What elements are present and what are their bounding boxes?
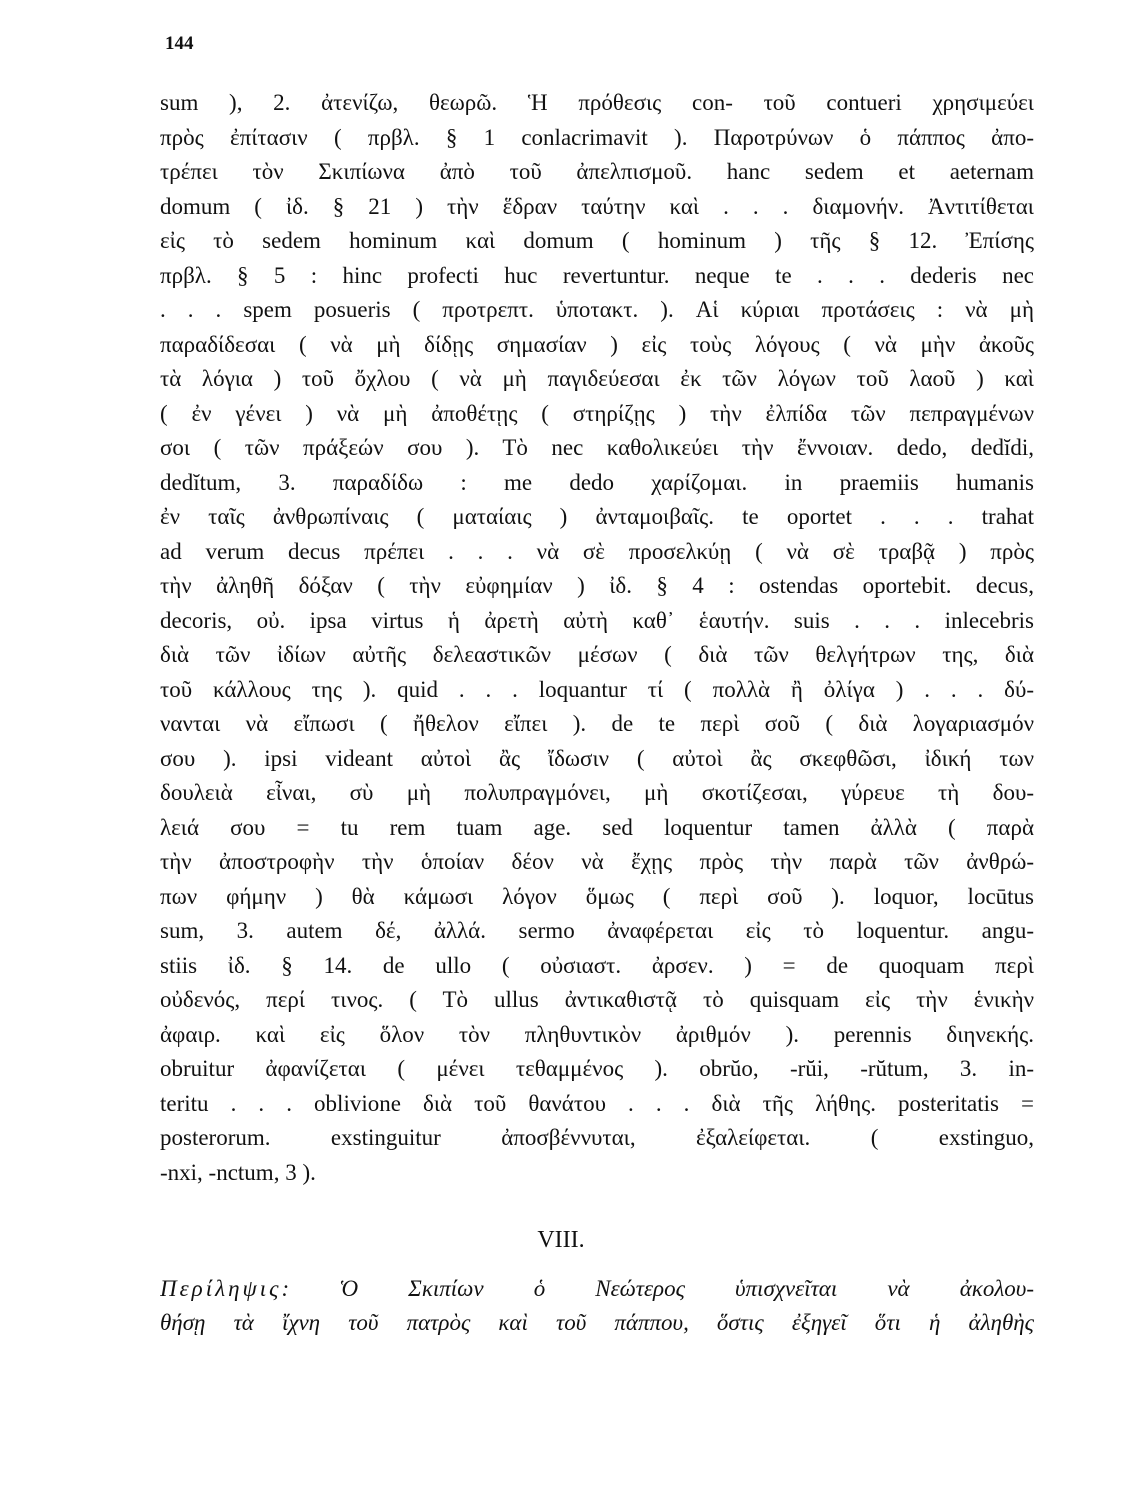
text-line: τὰ λόγια ) τοῦ ὄχλου ( νὰ μὴ παγιδεύεσαι ἐκ τῶν λόγων τοῦ λαοῦ ) καὶ	[160, 366, 1034, 391]
summary-line-text: : Ὁ Σκιπίων ὁ Νεώτερος ὑπισχνεῖται νὰ ἀκολου-	[281, 1276, 1034, 1301]
text-line: stiis ἰδ. § 14. de ullo ( οὐσιαστ. ἀρσεν. ) = de quoquam περὶ	[160, 952, 1034, 978]
text-line: posterorum. exstinguitur ἀποσβέννυται, ἐξαλείφεται. ( exstinguo,	[160, 1125, 1034, 1150]
summary-lead: Περίληψις	[160, 1276, 282, 1301]
summary-line: θήσῃ τὰ ἴχνη τοῦ πατρὸς καὶ τοῦ πάππου, ὅστις ἐξηγεῖ ὅτι ἡ ἀληθὴς	[160, 1310, 1034, 1335]
text-line: τὴν ἀποστροφὴν τὴν ὁποίαν δέον νὰ ἔχῃς πρὸς τὴν παρὰ τῶν ἀνθρώ-	[160, 849, 1034, 874]
section-heading: VIII.	[537, 1227, 585, 1253]
text-line: teritu . . . oblivione διὰ τοῦ θανάτου . . . διὰ τῆς λήθης. posteritatis =	[160, 1090, 1034, 1116]
text-line: ἀφαιρ. καὶ εἰς ὅλον τὸν πληθυντικὸν ἀριθμόν ). perennis διηνεκής.	[160, 1021, 1034, 1047]
summary-paragraph	[160, 1272, 1034, 1340]
text-line: νανται νὰ εἴπωσι ( ἤθελον εἴπει ). de te περὶ σοῦ ( διὰ λογαριασμόν	[160, 711, 1034, 736]
text-line: decoris, οὐ. ipsa virtus ἡ ἀρετὴ αὐτὴ καθ᾽ ἑαυτήν. suis . . . inlecebris	[160, 607, 1034, 633]
page-number: 144	[165, 33, 194, 54]
text-line: σοι ( τῶν πράξεών σου ). Τὸ nec καθολικεύει τὴν ἔννοιαν. dedo, dedĭdi,	[160, 435, 1034, 460]
text-line: οὐδενός, περί τινος. ( Τὸ ullus ἀντικαθιστᾷ τὸ quisquam εἰς τὴν ἑνικὴν	[160, 987, 1034, 1012]
text-line: παραδίδεσαι ( νὰ μὴ δίδῃς σημασίαν ) εἰς τοὺς λόγους ( νὰ μὴν ἀκοῦς	[160, 331, 1034, 357]
text-line: sum ), 2. ἀτενίζω, θεωρῶ. Ἡ πρόθεσις con- τοῦ contueri χρησιμεύει	[160, 90, 1034, 115]
text-line: sum, 3. autem δέ, ἀλλά. sermo ἀναφέρεται εἰς τὸ loquentur. angu-	[160, 918, 1034, 943]
text-line: . . . spem posueris ( προτρεπτ. ὑποτακτ. ). Αἱ κύριαι προτάσεις : νὰ μὴ	[160, 297, 1034, 322]
text-line: σου ). ipsi videant αὐτοὶ ἂς ἴδωσιν ( αὐτοὶ ἂς σκεφθῶσι, ἰδική των	[160, 745, 1034, 771]
text-line: λειά σου = tu rem tuam age. sed loquentur tamen ἀλλὰ ( παρὰ	[160, 814, 1034, 840]
text-line: πρὸς ἐπίτασιν ( πρβλ. § 1 conlacrimavit ). Παροτρύνων ὁ πάππος ἀπο-	[160, 124, 1034, 150]
text-line: πρβλ. § 5 : hinc profecti huc revertuntur. neque te . . . dederis nec	[160, 262, 1034, 288]
text-line: τοῦ κάλλους της ). quid . . . loquantur τί ( πολλὰ ἢ ὀλίγα ) . . . δύ-	[160, 676, 1034, 702]
text-line: τὴν ἀληθῆ δόξαν ( τὴν εὐφημίαν ) ἰδ. § 4 : ostendas oportebit. decus,	[160, 573, 1034, 598]
text-line: τρέπει τὸν Σκιπίωνα ἀπὸ τοῦ ἀπελπισμοῦ. hanc sedem et aeternam	[160, 159, 1034, 184]
commentary-text	[160, 86, 1034, 1190]
text-line: ( ἐν γένει ) νὰ μὴ ἀποθέτῃς ( στηρίζῃς ) τὴν ἐλπίδα τῶν πεπραγμένων	[160, 400, 1034, 426]
summary-line	[160, 1272, 1034, 1306]
text-line: διὰ τῶν ἰδίων αὐτῆς δελεαστικῶν μέσων ( διὰ τῶν θελγήτρων της, διὰ	[160, 642, 1034, 667]
text-line: obruitur ἀφανίζεται ( μένει τεθαμμένος ). obrŭo, -rŭi, -rŭtum, 3. in-	[160, 1056, 1034, 1081]
text-line: ἐν ταῖς ἀνθρωπίναις ( ματαίαις ) ἀνταμοιβαῖς. te oportet . . . trahat	[160, 504, 1034, 529]
text-line: πων φήμην ) θὰ κάμωσι λόγον ὅμως ( περὶ σοῦ ). loquor, locūtus	[160, 883, 1034, 909]
text-line: ad verum decus πρέπει . . . νὰ σὲ προσελκύῃ ( νὰ σὲ τραβᾷ ) πρὸς	[160, 538, 1034, 564]
text-line: -nxi, -nctum, 3 ).	[160, 1159, 316, 1185]
text-line: dedĭtum, 3. παραδίδω : me dedo χαρίζομαι. in praemiis humanis	[160, 469, 1034, 495]
text-line: domum ( ἰδ. § 21 ) τὴν ἕδραν ταύτην καὶ . . . διαμονήν. Ἀντιτίθεται	[160, 193, 1034, 219]
text-line: εἰς τὸ sedem hominum καὶ domum ( hominum ) τῆς § 12. Ἐπίσης	[160, 228, 1034, 253]
text-line: δουλειὰ εἶναι, σὺ μὴ πολυπραγμόνει, μὴ σκοτίζεσαι, γύρευε τὴ δου-	[160, 780, 1034, 805]
